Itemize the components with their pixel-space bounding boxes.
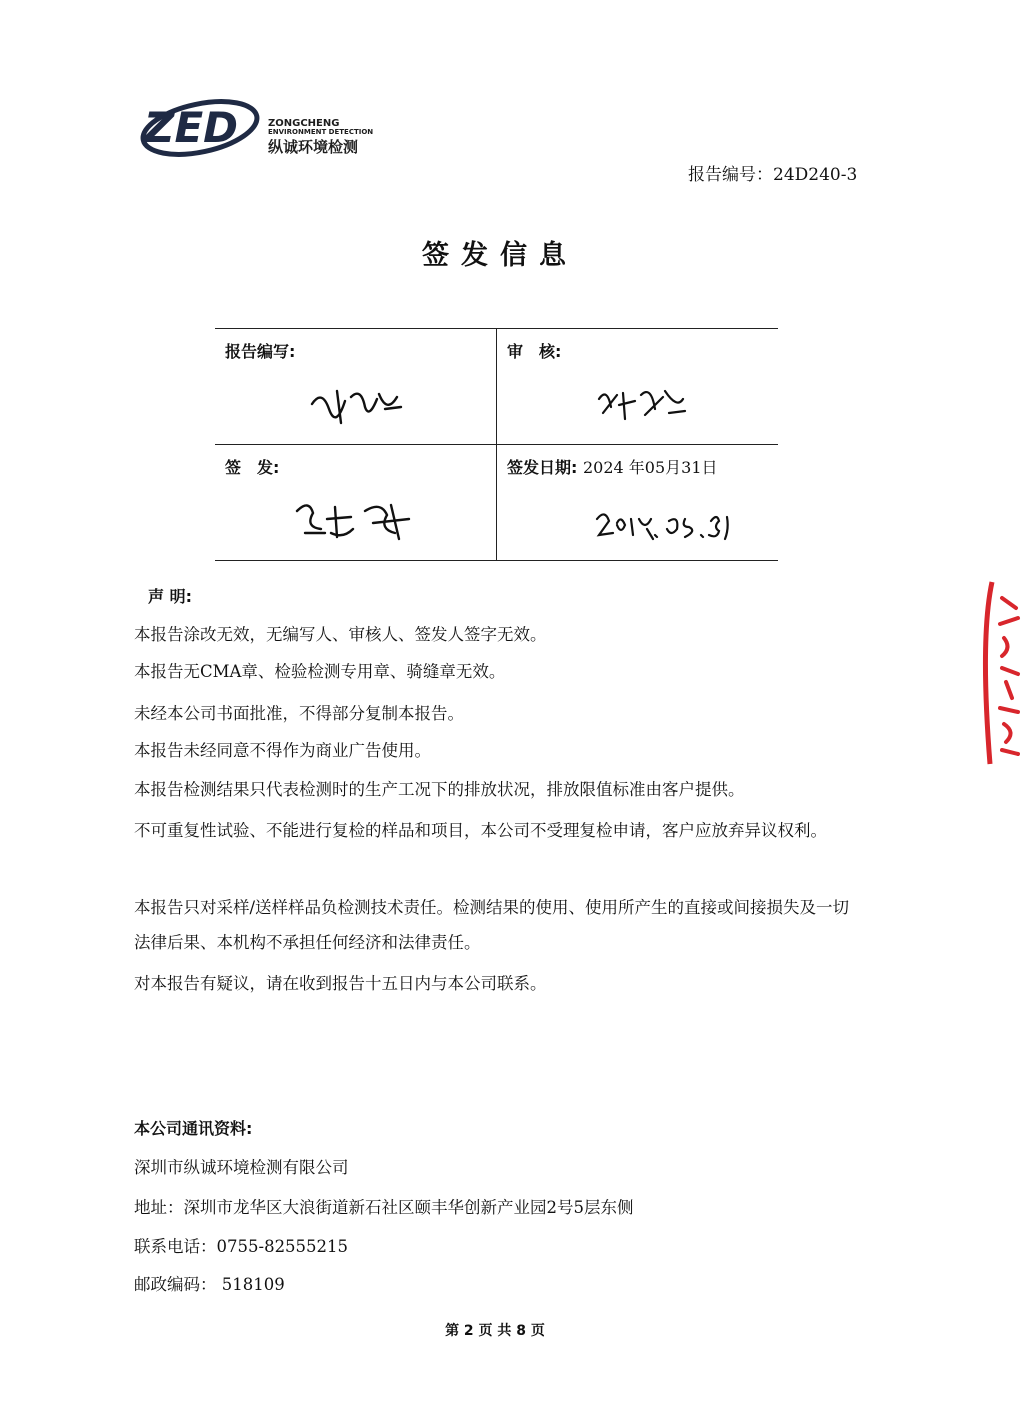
statement-item: 本报告只对采样/送样样品负检测技术责任。检测结果的使用、使用所产生的直接或间接损失及一切法律后果、本机构不承担任何经济和法律责任。 [134,898,850,952]
issue-date-label-text: 签发日期: [507,458,578,477]
company-logo [138,92,408,164]
logo-mark: ZED [144,103,239,152]
company-name: 深圳市纵诚环境检测有限公司 [134,1158,349,1177]
statement-item: 本报告涂改无效，无编写人、审核人、签发人签字无效。 [134,625,547,644]
date-cell [497,445,779,561]
issuer-signature [291,493,421,545]
company-address: 地址：深圳市龙华区大浪街道新石社区颐丰华创新产业园2号5层东侧 [134,1198,634,1217]
company-postcode: 邮政编码： 518109 [134,1275,285,1294]
statement-item: 本报告未经同意不得作为商业广告使用。 [134,741,431,760]
reviewer-label: 审 核: [507,342,562,361]
seam-stamp [972,578,1024,768]
page-title: 签发信息 [422,240,578,271]
writer-cell [215,329,497,445]
logo-name-en-1: ZONGCHENG [268,118,340,129]
statement-title: 声 明: [148,587,192,606]
issuer-label: 签 发: [225,458,280,477]
statement-item: 未经本公司书面批准，不得部分复制本报告。 [134,704,464,723]
statement-item: 本报告无CMA章、检验检测专用章、骑缝章无效。 [134,662,506,681]
issue-date-value: 2024 年05月31日 [582,458,718,477]
report-number: 报告编号：24D240-3 [688,165,858,185]
issue-date-label [507,455,718,478]
logo-name-cn: 纵诚环境检测 [268,138,359,156]
reviewer-cell [497,329,779,445]
handwritten-date [593,505,743,545]
statement-item: 对本报告有疑议，请在收到报告十五日内与本公司联系。 [134,974,547,993]
statement-item: 本报告检测结果只代表检测时的生产工况下的排放状况，排放限值标准由客户提供。 [134,780,745,799]
company-phone: 联系电话：0755-82555215 [134,1237,349,1256]
logo-name-en-2: ENVIRONMENT DETECTION [268,128,374,136]
reviewer-signature [593,379,689,429]
page-number: 第 2 页 共 8 页 [445,1323,545,1339]
statement-item: 不可重复性试验、不能进行复检的样品和项目，本公司不受理复检申请，客户应放弃异议权利。 [134,821,827,840]
issuer-cell [215,445,497,561]
signature-table [215,328,778,561]
writer-signature [307,379,407,429]
writer-label: 报告编写: [225,342,296,361]
contact-title: 本公司通讯资料: [134,1119,253,1138]
